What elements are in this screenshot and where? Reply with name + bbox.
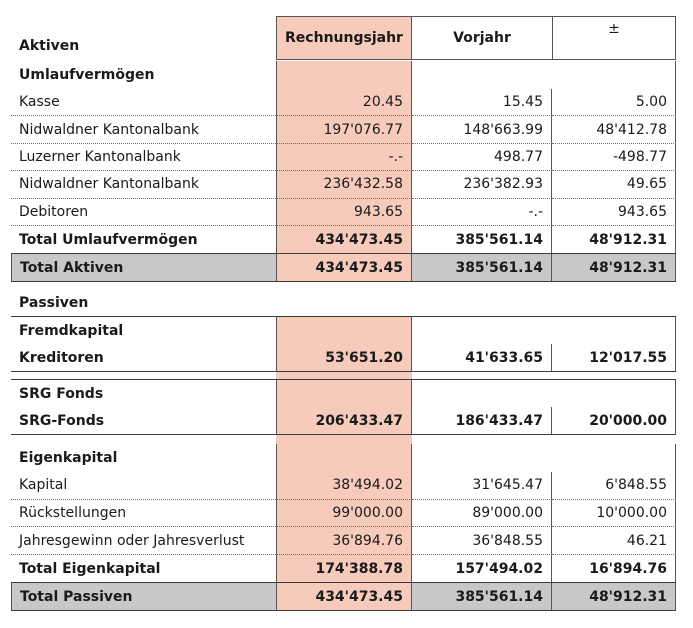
table-row [11,199,676,226]
row-current: -.- [276,144,412,171]
total-eigen-row [11,555,676,583]
row-difference: 49.65 [552,171,676,198]
blank-cell [412,317,552,345]
blank-cell [552,444,676,472]
row-difference: 48'912.31 [552,226,676,254]
col-header-current-year [276,16,412,60]
row-current: 174'388.78 [276,555,412,583]
blank-cell [552,317,676,345]
blank-cell [552,380,676,408]
umlauf-heading-label: Umlaufvermögen [19,67,155,83]
row-current: 99'000.00 [276,500,412,528]
section-umlauf-heading [11,61,676,89]
eigen-heading-label: Eigenkapital [19,450,118,466]
row-difference: 16'894.76 [552,555,676,583]
row-previous: 385'561.14 [412,254,552,282]
cur-col-band [276,444,412,472]
table-row [11,171,676,198]
srg-heading-label: SRG Fonds [19,386,104,402]
row-difference: -498.77 [552,144,676,171]
row-previous: 36'848.55 [412,527,552,555]
table-row [11,144,676,171]
row-difference: 5.00 [552,89,676,116]
section-eigen-heading [11,444,676,472]
row-previous: 186'433.47 [412,407,552,435]
row-label: Nidwaldner Kantonalbank [11,171,276,198]
row-previous: 15.45 [412,89,552,116]
row-label: SRG-Fonds [11,407,276,435]
row-difference: 46.21 [552,527,676,555]
cur-col-band [276,380,412,408]
kreditoren-row [11,344,676,372]
col-header-previous-year [412,16,552,60]
row-label: Total Umlaufvermögen [11,226,276,254]
row-previous: 385'561.14 [412,583,552,611]
table-row [11,116,676,143]
row-current: 38'494.02 [276,472,412,500]
row-previous: 385'561.14 [412,226,552,254]
total-umlauf-row [11,226,676,254]
row-previous: -.- [412,199,552,226]
table-row [11,89,676,116]
row-label: Nidwaldner Kantonalbank [11,116,276,143]
aktiven-heading: Aktiven [19,38,80,54]
row-current: 236'432.58 [276,171,412,198]
srg-fonds-row [11,407,676,435]
row-label: Kreditoren [11,344,276,372]
row-label: Jahresgewinn oder Jahresverlust [11,527,276,555]
row-current: 197'076.77 [276,116,412,143]
cur-col-band [276,317,412,345]
blank-cell [412,380,552,408]
table-row [11,527,676,555]
col-header-current-year-label: Rechnungsjahr [285,30,403,46]
cur-col-band [276,61,412,89]
row-previous: 41'633.65 [412,344,552,372]
row-current: 20.45 [276,89,412,116]
col-header-difference [552,16,676,60]
total-passiven-row [11,583,676,611]
row-current: 206'433.47 [276,407,412,435]
blank-cell [412,61,552,89]
section-fremd-heading [11,316,676,345]
row-difference: 20'000.00 [552,407,676,435]
row-current: 434'473.45 [276,583,412,611]
row-previous: 31'645.47 [412,472,552,500]
col-header-previous-year-label: Vorjahr [453,30,511,46]
row-previous: 236'382.93 [412,171,552,198]
row-difference: 12'017.55 [552,344,676,372]
row-current: 53'651.20 [276,344,412,372]
row-label: Kapital [11,472,276,500]
row-label: Total Aktiven [11,254,276,282]
total-aktiven-row [11,254,676,282]
row-current: 943.65 [276,199,412,226]
cur-col-gap-band [276,372,412,379]
row-difference: 943.65 [552,199,676,226]
row-label: Luzerner Kantonalbank [11,144,276,171]
blank-cell [552,61,676,89]
cur-col-gap-band [276,435,412,444]
row-previous: 89'000.00 [412,500,552,528]
table-row [11,472,676,500]
passiven-heading: Passiven [19,295,89,311]
row-difference: 10'000.00 [552,500,676,528]
row-difference: 6'848.55 [552,472,676,500]
row-previous: 498.77 [412,144,552,171]
row-current: 434'473.45 [276,254,412,282]
row-difference: 48'912.31 [552,583,676,611]
blank-cell [412,444,552,472]
section-srg-heading [11,379,676,408]
row-previous: 157'494.02 [412,555,552,583]
col-header-difference-label: ± [608,21,620,37]
row-difference: 48'912.31 [552,254,676,282]
row-label: Total Passiven [11,583,276,611]
table-row [11,500,676,528]
row-previous: 148'663.99 [412,116,552,143]
row-label: Total Eigenkapital [11,555,276,583]
row-label: Rückstellungen [11,500,276,528]
row-difference: 48'412.78 [552,116,676,143]
row-label: Kasse [11,89,276,116]
row-current: 434'473.45 [276,226,412,254]
row-label: Debitoren [11,199,276,226]
fremd-heading-label: Fremdkapital [19,323,124,339]
row-current: 36'894.76 [276,527,412,555]
